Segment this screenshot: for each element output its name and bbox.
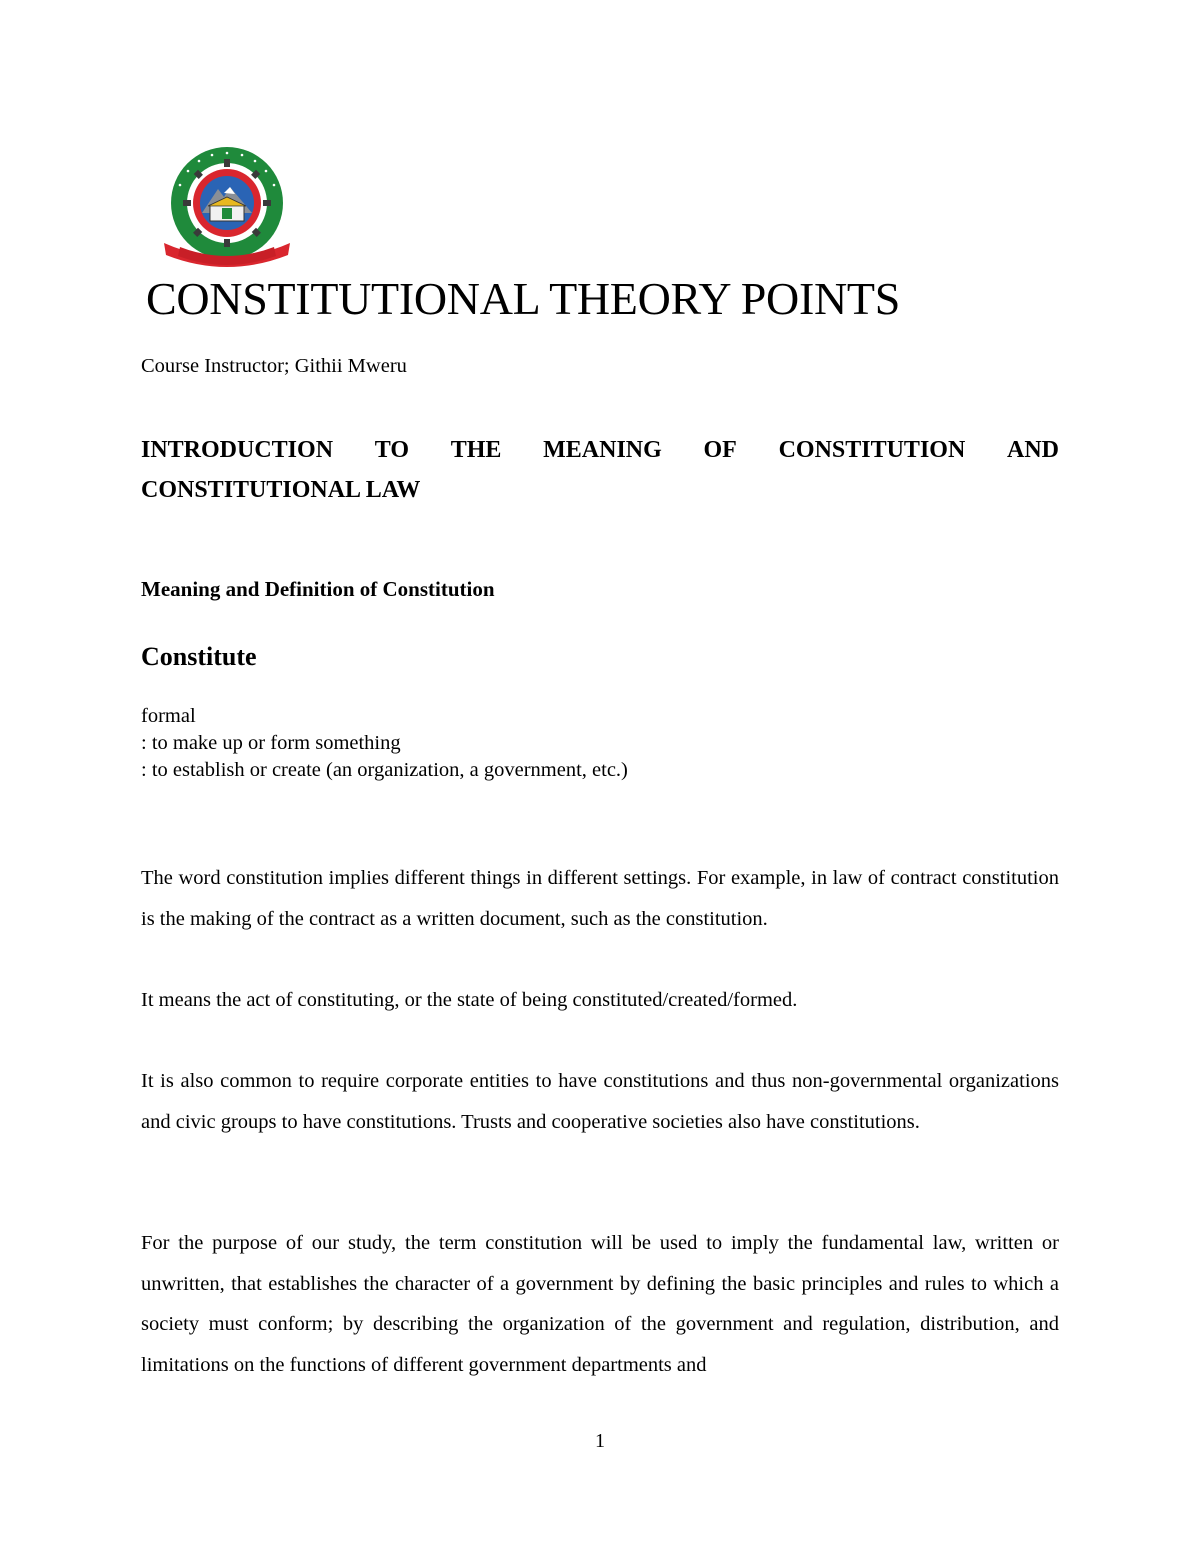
term-definition bbox=[141, 703, 628, 784]
subheading: Meaning and Definition of Constitution bbox=[141, 577, 495, 601]
section-heading bbox=[141, 430, 1059, 510]
defined-term: Constitute bbox=[141, 642, 257, 671]
section-heading-line-1 bbox=[141, 430, 1059, 470]
body-paragraph: It is also common to require corporate entities to have constitutions and thus non-governmental organizations and civic groups to have constitutions. Trusts and cooperative societies also have constitutions. bbox=[141, 1070, 1059, 1133]
heading-word: AND bbox=[1007, 437, 1059, 463]
heading-word: THE bbox=[450, 437, 502, 463]
definition-sense: : to make up or form something bbox=[141, 732, 401, 754]
heading-word: MEANING bbox=[543, 437, 662, 463]
body-paragraph: For the purpose of our study, the term constitution will be used to imply the fundamental law, written or unwritten, that establishes the character of a government by defining the basic principles and rules to which a society must conform; by describing the organization of the government and regulation, distribution, and limitations on the functions of different government departments and bbox=[141, 1232, 1059, 1376]
page-number: 1 bbox=[595, 1430, 605, 1452]
heading-word: CONSTITUTION bbox=[778, 437, 966, 463]
heading-word: TO bbox=[374, 437, 409, 463]
section-heading-line-2: CONSTITUTIONAL LAW bbox=[141, 477, 421, 503]
definition-sense: : to establish or create (an organization, a government, etc.) bbox=[141, 759, 628, 781]
body-paragraph: The word constitution implies different things in different settings. For example, in law of contract constitution is the making of the contract as a written document, such as the constitution. bbox=[141, 867, 1059, 930]
body-paragraph: It means the act of constituting, or the state of being constituted/created/formed. bbox=[141, 989, 798, 1011]
document-title: CONSTITUTIONAL THEORY POINTS bbox=[146, 273, 900, 324]
course-instructor: Course Instructor; Githii Mweru bbox=[141, 355, 407, 377]
heading-word: OF bbox=[703, 437, 737, 463]
definition-register: formal bbox=[141, 705, 196, 727]
university-seal-icon bbox=[158, 143, 296, 269]
heading-word: INTRODUCTION bbox=[141, 437, 334, 463]
